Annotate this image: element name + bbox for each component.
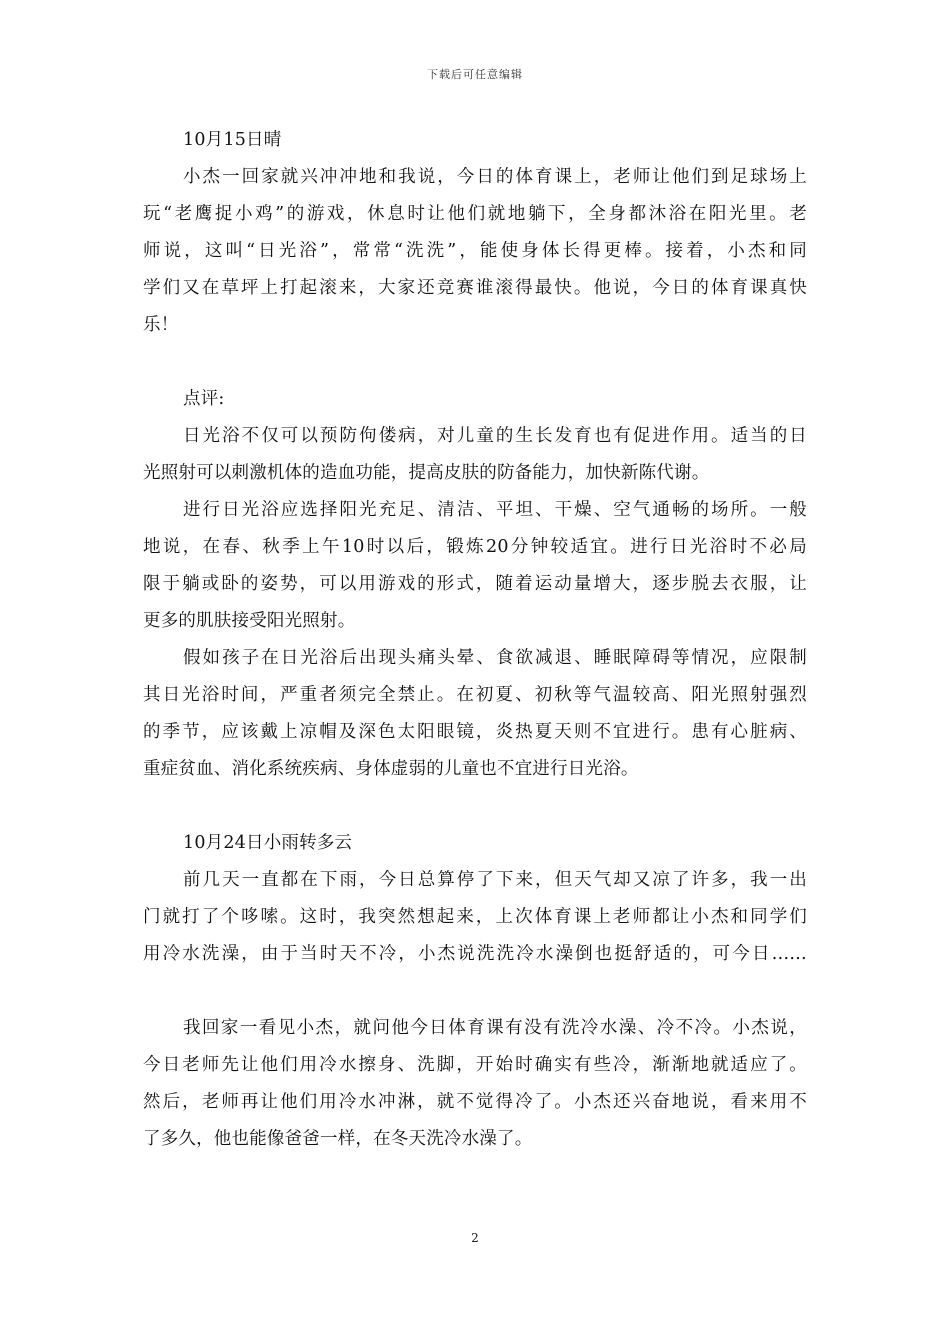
entry-date: 10月15日晴 xyxy=(183,130,282,150)
blank-line xyxy=(143,788,807,825)
blank-line xyxy=(143,973,807,1010)
text-line: 的季节，应该戴上凉帽及深色太阳眼镜，炎热夏天则不宜进行。患有心脏病、 xyxy=(143,722,807,742)
blank-line xyxy=(143,344,807,381)
text-line: 更多的肌肤接受阳光照射。 xyxy=(143,611,356,631)
text-line: 用冷水洗澡，由于当时天不冷，小杰说洗洗冷水澡倒也挺舒适的，可今日…… xyxy=(143,944,807,964)
text-line: 学们又在草坪上打起滚来，大家还竞赛谁滚得最快。他说，今日的体育课真快 xyxy=(143,278,807,298)
text-line: 乐！ xyxy=(143,315,179,335)
comment-label: 点评: xyxy=(183,389,225,409)
text-line: 日光浴不仅可以预防佝偻病，对儿童的生长发育也有促进作用。适当的日 xyxy=(183,426,807,446)
text-line: 地说，在春、秋季上午10时以后，锻炼20分钟较适宜。进行日光浴时不必局 xyxy=(143,537,807,557)
text-line: 进行日光浴应选择阳光充足、清洁、平坦、干燥、空气通畅的场所。一般 xyxy=(183,500,807,520)
text-line: 我回家一看见小杰，就问他今日体育课有没有洗冷水澡、冷不冷。小杰说， xyxy=(183,1018,807,1038)
text-line: 了多久，他也能像爸爸一样，在冬天洗冷水澡了。 xyxy=(143,1129,533,1149)
text-line: 其日光浴时间，严重者须完全禁止。在初夏、初秋等气温较高、阳光照射强烈 xyxy=(143,685,807,705)
entry-date: 10月24日小雨转多云 xyxy=(183,833,353,853)
text-line: 光照射可以刺激机体的造血功能，提高皮肤的防备能力，加快新陈代谢。 xyxy=(143,463,710,483)
document-body xyxy=(143,122,807,1158)
text-line: 重症贫血、消化系统疾病、身体虚弱的儿童也不宜进行日光浴。 xyxy=(143,759,639,779)
text-line: 门就打了个哆嗦。这时，我突然想起来，上次体育课上老师都让小杰和同学们 xyxy=(143,907,807,927)
text-line: 玩“老鹰捉小鸡”的游戏，休息时让他们就地躺下，全身都沐浴在阳光里。老 xyxy=(143,204,807,224)
text-line: 师说，这叫“日光浴”，常常“洗洗”，能使身体长得更棒。接着，小杰和同 xyxy=(143,241,807,261)
text-line: 假如孩子在日光浴后出现头痛头晕、食欲减退、睡眠障碍等情况，应限制 xyxy=(183,648,807,668)
text-line: 然后，老师再让他们用冷水冲淋，就不觉得冷了。小杰还兴奋地说，看来用不 xyxy=(143,1092,807,1112)
text-line: 限于躺或卧的姿势，可以用游戏的形式，随着运动量增大，逐步脱去衣服，让 xyxy=(143,574,807,594)
page-number: 2 xyxy=(471,1231,479,1245)
page-header: 下载后可任意编辑 xyxy=(427,68,523,81)
text-line: 今日老师先让他们用冷水擦身、洗脚，开始时确实有些冷，渐渐地就适应了。 xyxy=(143,1055,807,1075)
text-line: 小杰一回家就兴冲冲地和我说，今日的体育课上，老师让他们到足球场上 xyxy=(183,167,807,187)
text-line: 前几天一直都在下雨，今日总算停了下来，但天气却又凉了许多，我一出 xyxy=(183,870,807,890)
